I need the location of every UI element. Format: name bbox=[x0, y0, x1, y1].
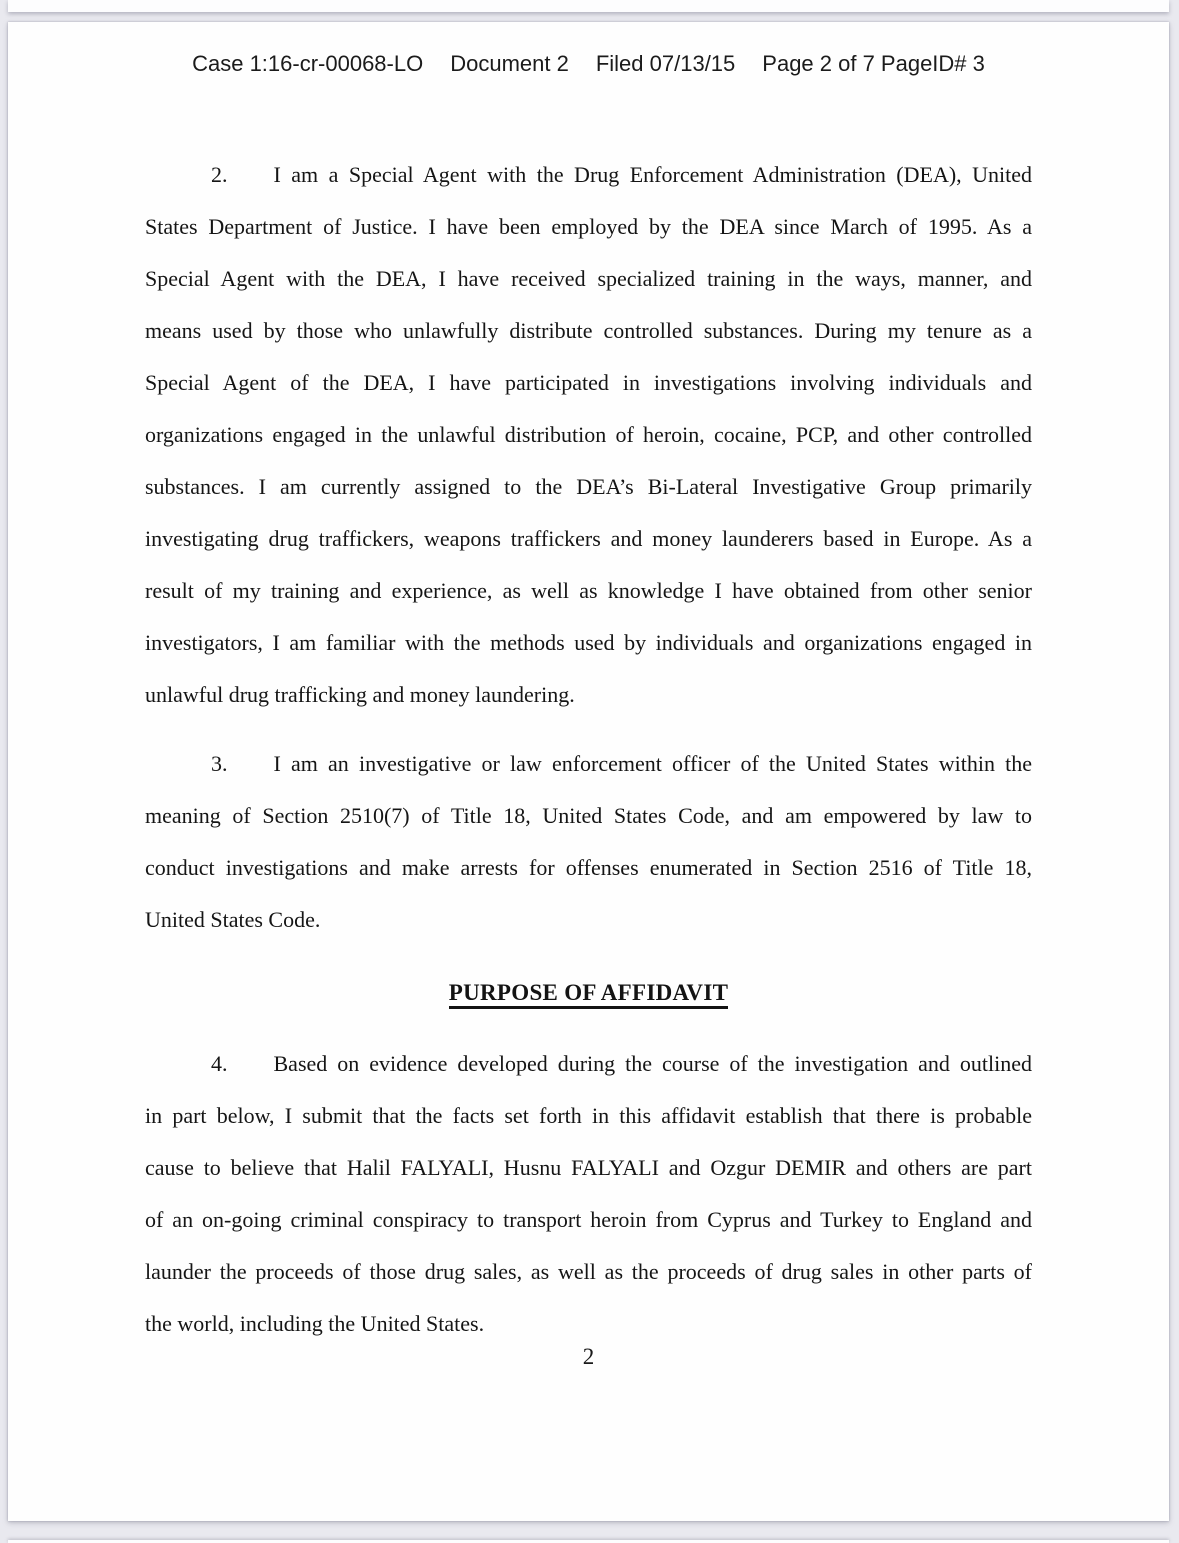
paragraph-3 bbox=[145, 738, 1032, 946]
paragraph-text: I am a Special Agent with the Drug Enforcement Administration (DEA), United bbox=[273, 162, 1032, 187]
document-number: Document 2 bbox=[450, 51, 569, 76]
paragraph-line: in part below, I submit that the facts set forth in this affidavit establish that there is probable bbox=[145, 1103, 1032, 1128]
paragraph-2 bbox=[145, 149, 1032, 721]
filed-date: Filed 07/13/15 bbox=[595, 51, 736, 76]
paragraph-line: investigators, I am familiar with the methods used by individuals and organizations engaged in bbox=[145, 630, 1032, 655]
paragraph-4 bbox=[145, 1038, 1032, 1350]
paragraph-line: meaning of Section 2510(7) of Title 18, United States Code, and am empowered by law to bbox=[145, 803, 1032, 828]
paragraph-line: investigating drug traffickers, weapons traffickers and money launderers based in Europe. As a bbox=[145, 526, 1032, 551]
paragraph-number: 4. bbox=[211, 1051, 228, 1076]
section-heading bbox=[145, 977, 1032, 1009]
paragraph-line: Special Agent with the DEA, I have received specialized training in the ways, manner, and bbox=[145, 266, 1032, 291]
paragraph-line bbox=[145, 738, 1032, 790]
paragraph-line bbox=[145, 149, 1032, 201]
paragraph-line: Special Agent of the DEA, I have participated in investigations involving individuals and bbox=[145, 370, 1032, 395]
paragraph-line: unlawful drug trafficking and money laundering. bbox=[145, 682, 575, 707]
page-number: 2 bbox=[582, 1344, 595, 1369]
paragraph-line: means used by those who unlawfully distribute controlled substances. During my tenure as a bbox=[145, 318, 1032, 343]
paragraph-line: result of my training and experience, as well as knowledge I have obtained from other senior bbox=[145, 578, 1032, 603]
paragraph-number: 2. bbox=[211, 162, 228, 187]
case-number: Case 1:16-cr-00068-LO bbox=[192, 51, 424, 76]
document-page bbox=[8, 22, 1169, 1521]
paragraph-line: United States Code. bbox=[145, 907, 321, 932]
paragraph-line: substances. I am currently assigned to the DEA’s Bi-Lateral Investigative Group primarily bbox=[145, 474, 1032, 499]
page-id: Page 2 of 7 PageID# 3 bbox=[762, 51, 985, 76]
paragraph-line: cause to believe that Halil FALYALI, Husnu FALYALI and Ozgur DEMIR and others are part bbox=[145, 1155, 1032, 1180]
section-heading-text: PURPOSE OF AFFIDAVIT bbox=[449, 980, 728, 1009]
paragraph-line: of an on-going criminal conspiracy to transport heroin from Cyprus and Turkey to England and bbox=[145, 1207, 1032, 1232]
paragraph-number: 3. bbox=[211, 751, 228, 776]
paragraph-line bbox=[145, 1038, 1032, 1090]
case-header-stamp bbox=[145, 51, 1032, 77]
paragraph-line: the world, including the United States. bbox=[145, 1311, 485, 1336]
paragraph-line: organizations engaged in the unlawful distribution of heroin, cocaine, PCP, and other controlled bbox=[145, 422, 1032, 447]
paragraph-line: launder the proceeds of those drug sales, as well as the proceeds of drug sales in other parts of bbox=[145, 1259, 1032, 1284]
paragraph-line: States Department of Justice. I have been employed by the DEA since March of 1995. As a bbox=[145, 214, 1032, 239]
previous-page-edge bbox=[8, 0, 1169, 12]
paragraph-text: I am an investigative or law enforcement officer of the United States within the bbox=[273, 751, 1032, 776]
paragraph-line: conduct investigations and make arrests for offenses enumerated in Section 2516 of Title 18, bbox=[145, 855, 1032, 880]
paragraph-text: Based on evidence developed during the course of the investigation and outlined bbox=[273, 1051, 1032, 1076]
